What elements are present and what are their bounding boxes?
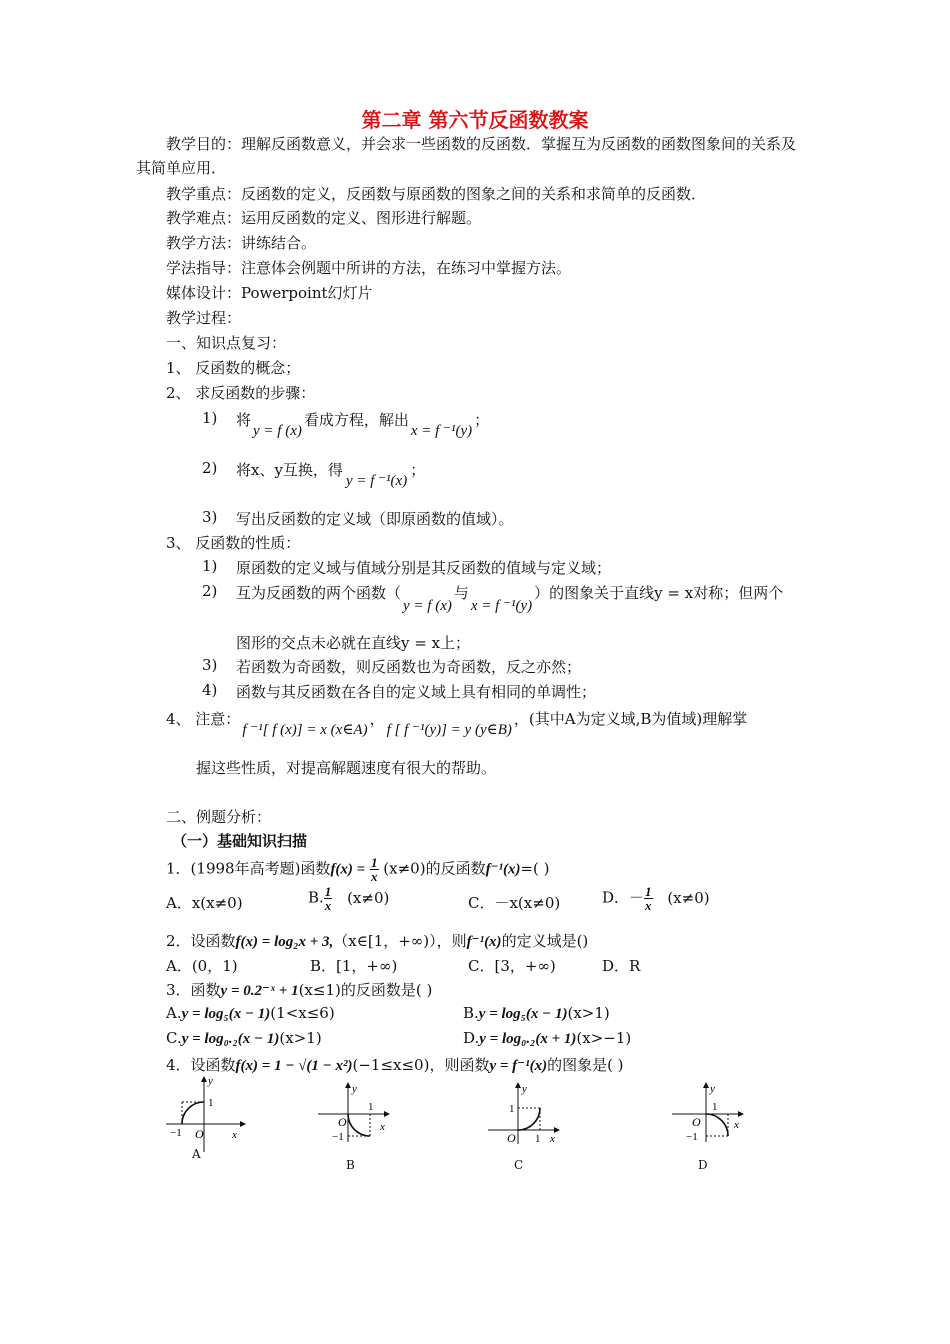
examples-subheading: （一）基础知识扫描 (172, 832, 308, 850)
step-3-number: 3) (202, 508, 218, 526)
formula-f-finv-y: f [ f ⁻¹(y)] = y (y∈B) (386, 722, 512, 738)
question-4: 4．设函数f(x) = 1 − √(1 − x²)(−1≤x≤0)，则函数y = f⁻¹(x)的图象是( ) (166, 1056, 624, 1074)
svg-text:O: O (195, 1127, 204, 1141)
svg-text:1: 1 (509, 1103, 515, 1115)
q3-option-a: A.y = log₅(x − 1)(1<x≤6) (166, 1004, 335, 1022)
step-1-text: 将y = f (x)看成方程，解出x = f ⁻¹(y)； (236, 411, 490, 439)
formula-x-finv-y: x = f ⁻¹(y) (410, 423, 473, 439)
step-1-number: 1) (202, 409, 218, 427)
graph-option-c (482, 1080, 574, 1150)
q3-option-d: D.y = log₀.₂(x + 1)(x>−1) (463, 1029, 632, 1047)
graph-option-d (666, 1080, 758, 1150)
svg-text:y: y (208, 1075, 213, 1087)
q1-option-c: C．－x(x≠0) (468, 894, 561, 912)
svg-text:x: x (232, 1129, 237, 1141)
review-item-4: 4、 注意：f ⁻¹[ f (x)] = x (x∈A)，f [ f ⁻¹(y)] = y (y∈B)，(其中A为定义域,B为值域)理解掌 (166, 710, 748, 738)
q2-option-c: C．[3，+∞) (468, 957, 556, 975)
step-3-text: 写出反函数的定义域（即原函数的值域）。 (236, 510, 514, 528)
prop-3-number: 3) (202, 656, 218, 674)
svg-text:1: 1 (535, 1133, 541, 1145)
prop-4-text: 函数与其反函数在各自的定义域上具有相同的单调性； (236, 683, 597, 701)
graph-label-d: D (698, 1158, 708, 1172)
teaching-process: 教学过程： (166, 309, 242, 327)
q2-option-a: A．(0，1) (166, 957, 238, 975)
review-item-3: 3、 反函数的性质： (166, 534, 301, 552)
svg-text:x: x (550, 1133, 555, 1145)
study-guidance: 学法指导：注意体会例题中所讲的方法，在练习中掌握方法。 (166, 259, 572, 277)
svg-text:1: 1 (208, 1097, 214, 1109)
graph-label-b: B (346, 1158, 355, 1172)
prop-1-text: 原函数的定义域与值域分别是其反函数的值域与定义域； (236, 559, 612, 577)
graph-option-a (162, 1072, 254, 1164)
svg-text:−1: −1 (332, 1131, 344, 1143)
formula-y-fx-2: y = f (x) (403, 598, 452, 614)
svg-text:x: x (734, 1119, 739, 1131)
prop-2-text-cont: 图形的交点未必就在直线y = x上； (236, 634, 471, 652)
q2-option-b: B．[1，+∞) (310, 957, 398, 975)
formula-finv-f-x: f ⁻¹[ f (x)] = x (x∈A) (242, 722, 368, 738)
teaching-method: 教学方法：讲练结合。 (166, 234, 317, 252)
examples-heading: 二、例题分析： (166, 808, 272, 826)
q2-option-d: D．R (602, 957, 641, 975)
prop-3-text: 若函数为奇函数，则反函数也为奇函数，反之亦然； (236, 658, 582, 676)
review-item-1: 1、 反函数的概念； (166, 359, 301, 377)
svg-text:1: 1 (368, 1101, 374, 1113)
graph-label-c: C (514, 1158, 524, 1172)
teaching-key-point: 教学重点：反函数的定义，反函数与原函数的图象之间的关系和求简单的反函数． (166, 185, 707, 203)
q1-option-b: B. $\frac{1}{x}$ (x≠0) (308, 884, 390, 913)
formula-x-finv-y-2: x = f ⁻¹(y) (470, 598, 533, 614)
teaching-goal-cont: 其简单应用． (136, 159, 227, 177)
svg-text:y: y (352, 1083, 357, 1095)
svg-text:y: y (710, 1083, 715, 1095)
svg-text:O: O (338, 1115, 347, 1129)
graph-option-b (312, 1080, 404, 1150)
question-1: 1．(1998年高考题)函数f(x) = $\frac{1}{x}$ (x≠0)的反函数f⁻¹(x)=( ) (166, 855, 550, 884)
svg-text:−1: −1 (170, 1127, 182, 1139)
question-2: 2．设函数f(x) = log₂x + 3,（x∈[1，+∞)），则f⁻¹(x)的定义域是() (166, 932, 589, 950)
prop-1-number: 1) (202, 557, 218, 575)
svg-text:−1: −1 (686, 1131, 698, 1143)
fraction-1-over-x: $\frac{1}{x}$ (371, 855, 378, 884)
step-2-text: 将x、y互换，得y = f ⁻¹(x)； (236, 461, 426, 489)
prop-4-number: 4) (202, 681, 218, 699)
prop-2-text: 互为反函数的两个函数（y = f (x)与x = f ⁻¹(y)）的图象关于直线y = x对称；但两个 (236, 584, 784, 614)
review-item-4-cont: 握这些性质，对提高解题速度有很大的帮助。 (196, 759, 497, 777)
svg-text:O: O (692, 1115, 701, 1129)
page-title: 第二章 第六节反函数教案 (361, 108, 589, 132)
svg-text:1: 1 (712, 1101, 718, 1113)
formula-y-fx: y = f (x) (253, 423, 302, 439)
teaching-goal: 教学目的：理解反函数意义，并会求一些函数的反函数．掌握互为反函数的函数图象间的关系及 (166, 135, 797, 153)
teaching-difficulty: 教学难点：运用反函数的定义、图形进行解题。 (166, 209, 482, 227)
q3-option-b: B.y = log₅(x − 1)(x>1) (463, 1004, 610, 1022)
formula-y-finv-x: y = f ⁻¹(x) (345, 473, 408, 489)
step-2-number: 2) (202, 459, 218, 477)
media-design: 媒体设计：Powerpoint幻灯片 (166, 284, 373, 302)
svg-text:x: x (380, 1121, 385, 1133)
q1-option-d: D．－ $\frac{1}{x}$ (x≠0) (602, 884, 710, 913)
q3-option-c: C.y = log₀.₂(x − 1)(x>1) (166, 1029, 322, 1047)
svg-text:O: O (507, 1131, 516, 1145)
svg-text:y: y (522, 1083, 527, 1095)
graph-label-a: A (192, 1147, 201, 1161)
prop-2-number: 2) (202, 582, 218, 600)
review-heading: 一、知识点复习： (166, 334, 287, 352)
question-3: 3．函数y = 0.2⁻ˣ + 1(x≤1)的反函数是( ) (166, 981, 433, 999)
q1-option-a: A．x(x≠0) (166, 894, 243, 912)
review-item-2: 2、 求反函数的步骤： (166, 384, 316, 402)
